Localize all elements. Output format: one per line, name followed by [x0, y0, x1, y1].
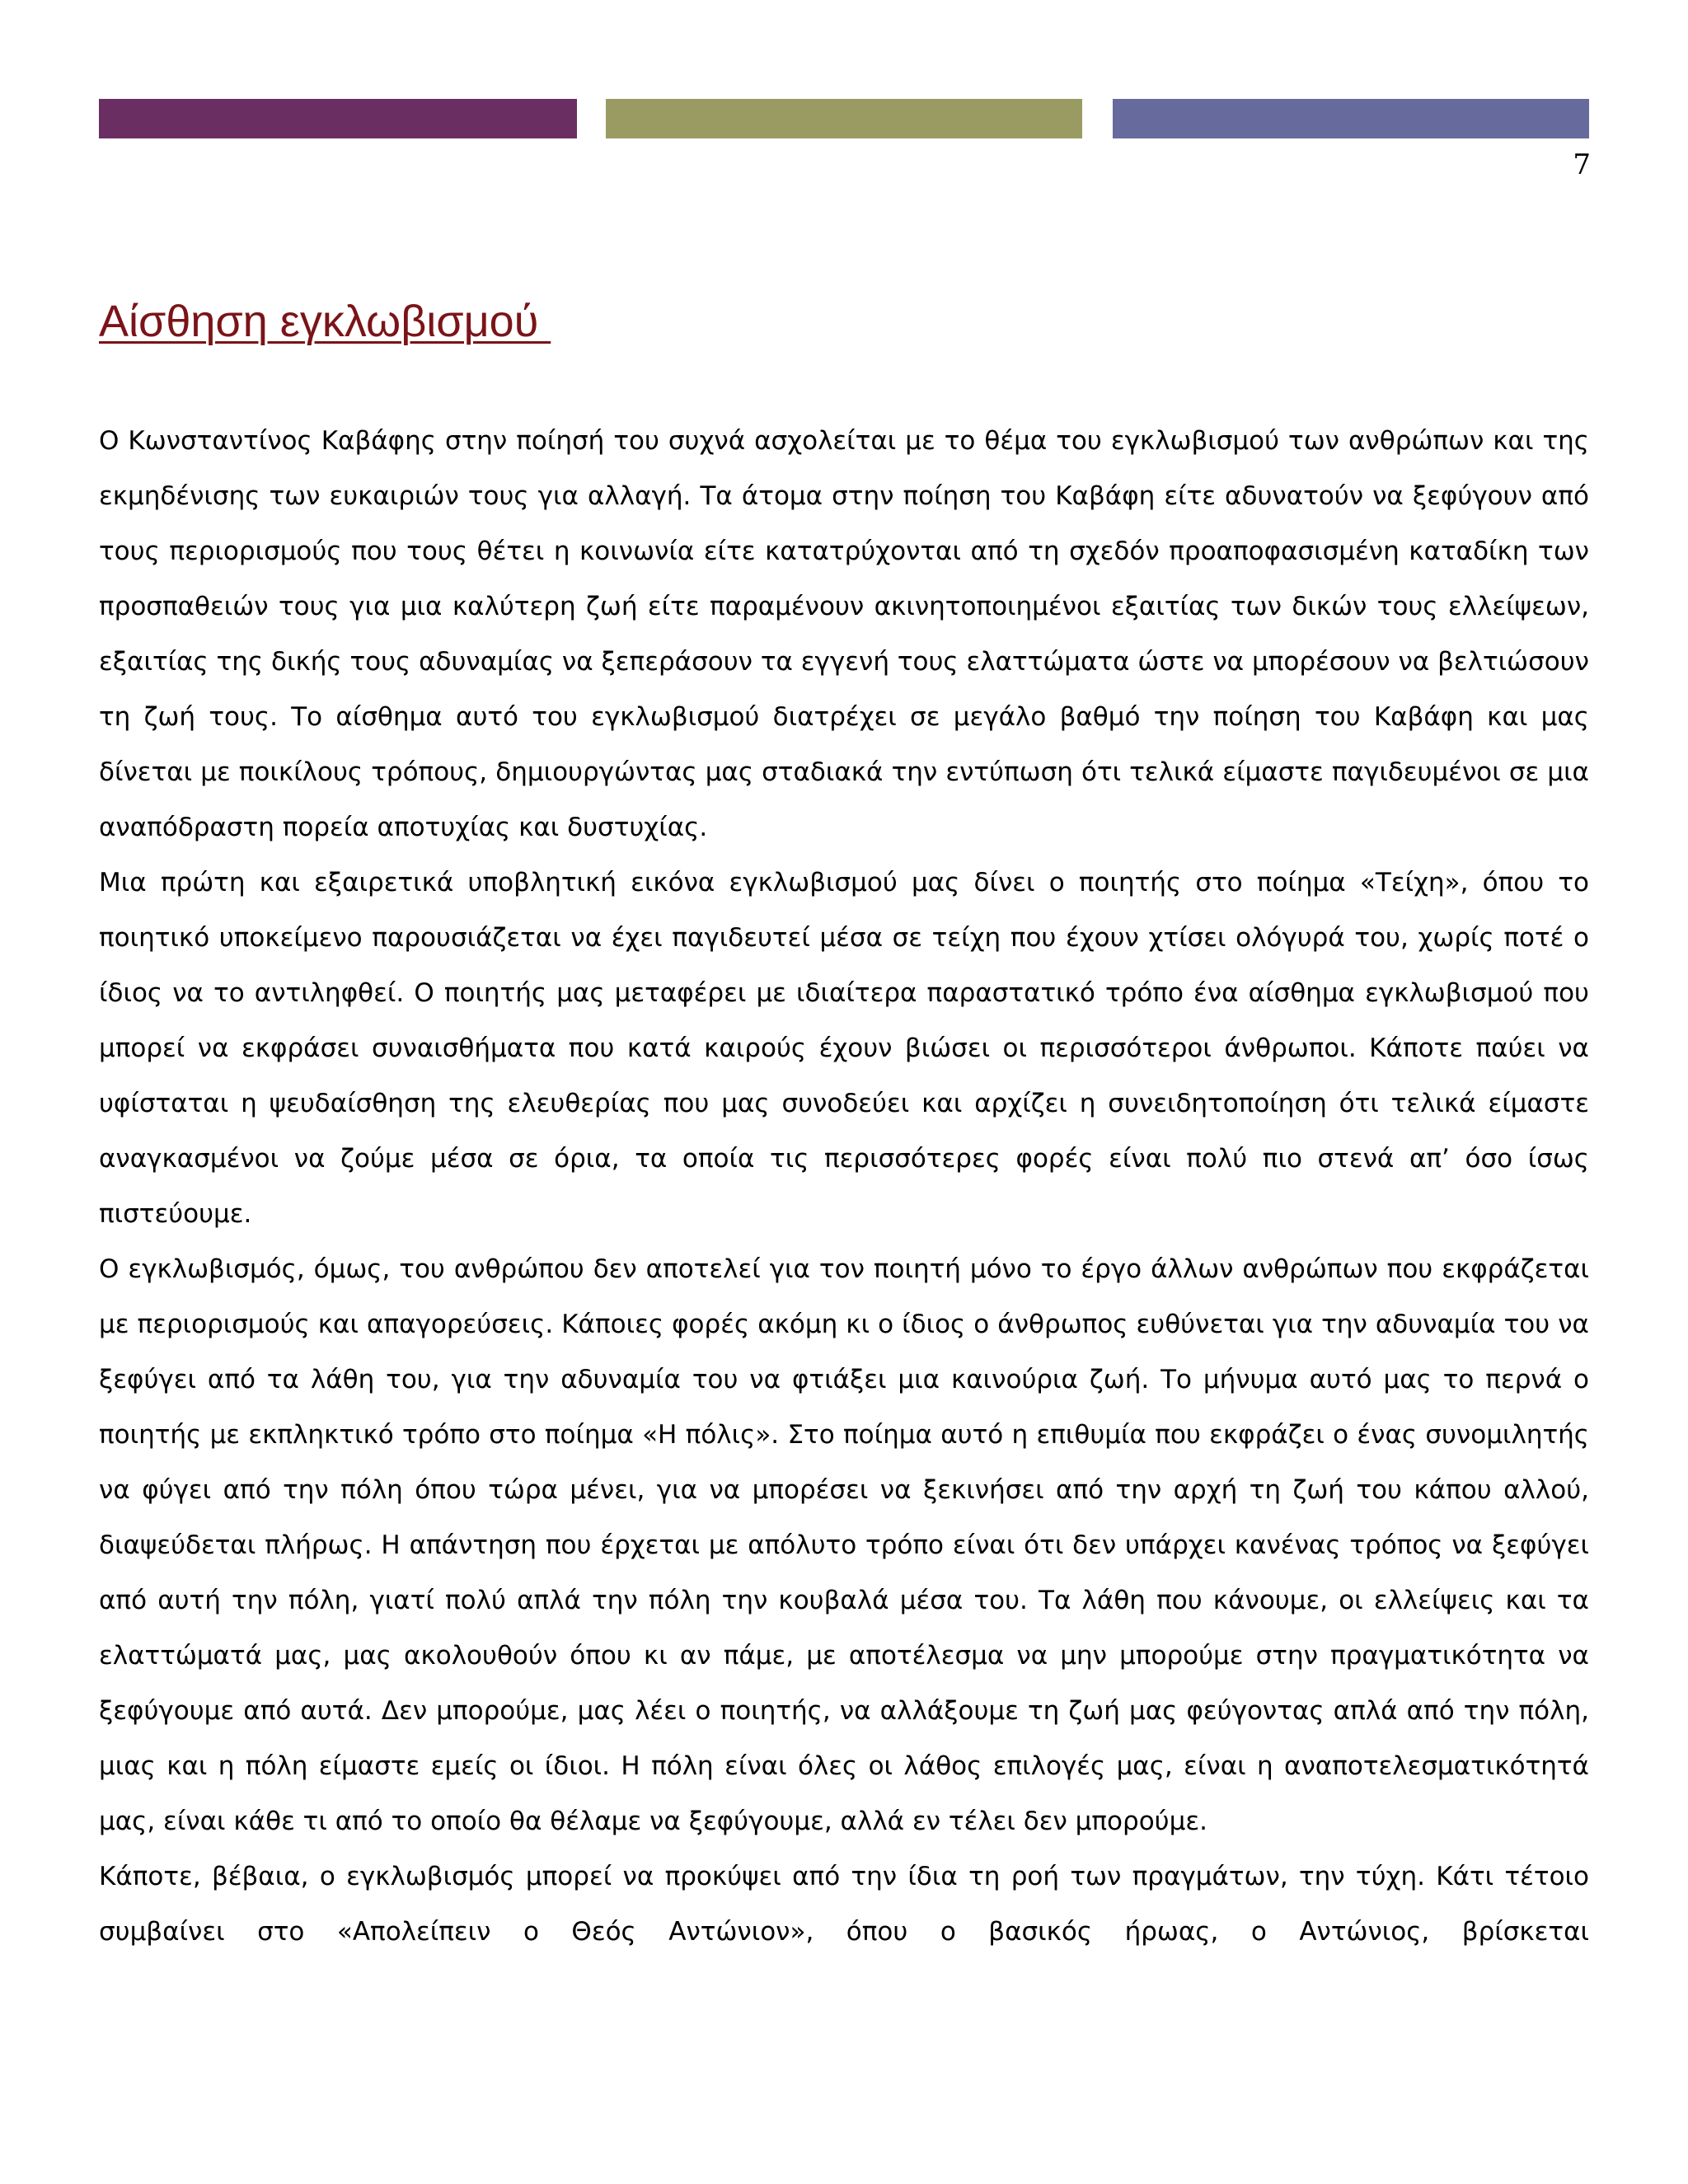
header-bar-blue [1113, 99, 1589, 138]
paragraph-4: Κάποτε, βέβαια, ο εγκλωβισμός μπορεί να προκύψει από την ίδια τη ροή των πραγμάτων, την τύχη. Κάτι τέτοιο συμβαίνει στο «Απολείπειν ο Θεός Αντώνιον», όπου ο βασικός ήρωας, ο Αντώνιος, βρίσκεται [99, 1862, 1589, 1947]
page-title: Αίσθηση εγκλωβισμού [99, 297, 551, 346]
body-text [99, 414, 1589, 1960]
header-decoration [99, 99, 1589, 138]
header-bar-purple [99, 99, 577, 138]
page-number: 7 [1573, 148, 1591, 181]
header-bar-olive [606, 99, 1082, 138]
paragraph-3: Ο εγκλωβισμός, όμως, του ανθρώπου δεν αποτελεί για τον ποιητή μόνο το έργο άλλων ανθρώπων που εκφράζεται με περιορισμούς και απαγορεύσεις. Κάποιες φορές ακόμη κι ο ίδιος ο άνθρωπος ευθύνεται για την αδυναμία του να ξεφύγει από τα λάθη του, για την αδυναμία του να φτιάξει μια καινούρια ζωή. Το μήνυμα αυτό μας το περνά ο ποιητής με εκπληκτικό τρόπο στο ποίημα «Η πόλις». Στο ποίημα αυτό η επιθυμία που εκφράζει ο ένας συνομιλητής να φύγει από την πόλη όπου τώρα μένει, για να μπορέσει να ξεκινήσει από την αρχή τη ζωή του κάπου αλλού, διαψεύδεται πλήρως. Η απάντηση που έρχεται με απόλυτο τρόπο είναι ότι δεν υπάρχει κανένας τρόπος να ξεφύγει από αυτή την πόλη, γιατί πολύ απλά την πόλη την κουβαλά μέσα του. Τα λάθη που κάνουμε, οι ελλείψεις και τα ελαττώματά μας, μας ακολουθούν όπου κι αν πάμε, με αποτέλεσμα να μην μπορούμε στην πραγματικότητα να ξεφύγουμε από αυτά. Δεν μπορούμε, μας λέει ο ποιητής, να αλλάξουμε τη ζωή μας φεύγοντας απλά από την πόλη, μιας και η πόλη είμαστε εμείς οι ίδιοι. Η πόλη είναι όλες οι λάθος επιλογές μας, είναι η αναποτελεσματικότητά μας, είναι κάθε τι από το οποίο θα θέλαμε να ξεφύγουμε, αλλά εν τέλει δεν μπορούμε. [99, 1254, 1589, 1836]
paragraph-2: Μια πρώτη και εξαιρετικά υποβλητική εικόνα εγκλωβισμού μας δίνει ο ποιητής στο ποίημα «Τείχη», όπου το ποιητικό υποκείμενο παρουσιάζεται να έχει παγιδευτεί μέσα σε τείχη που έχουν χτίσει ολόγυρά του, χωρίς ποτέ ο ίδιος να το αντιληφθεί. Ο ποιητής μας μεταφέρει με ιδιαίτερα παραστατικό τρόπο ένα αίσθημα εγκλωβισμού που μπορεί να εκφράσει συναισθήματα που κατά καιρούς έχουν βιώσει οι περισσότεροι άνθρωποι. Κάποτε παύει να υφίσταται η ψευδαίσθηση της ελευθερίας που μας συνοδεύει και αρχίζει η συνειδητοποίηση ότι τελικά είμαστε αναγκασμένοι να ζούμε μέσα σε όρια, τα οποία τις περισσότερες φορές είναι πολύ πιο στενά απ’ όσο ίσως πιστεύουμε. [99, 868, 1589, 1229]
paragraph-1: Ο Κωνσταντίνος Καβάφης στην ποίησή του συχνά ασχολείται με το θέμα του εγκλωβισμού των ανθρώπων και της εκμηδένισης των ευκαιριών τους για αλλαγή. Τα άτομα στην ποίηση του Καβάφη είτε αδυνατούν να ξεφύγουν από τους περιορισμούς που τους θέτει η κοινωνία είτε κατατρύχονται από τη σχεδόν προαποφασισμένη καταδίκη των προσπαθειών τους για μια καλύτερη ζωή είτε παραμένουν ακινητοποιημένοι εξαιτίας των δικών τους ελλείψεων, εξαιτίας της δικής τους αδυναμίας να ξεπεράσουν τα εγγενή τους ελαττώματα ώστε να μπορέσουν να βελτιώσουν τη ζωή τους. Το αίσθημα αυτό του εγκλωβισμού διατρέχει σε μεγάλο βαθμό την ποίηση του Καβάφη και μας δίνεται με ποικίλους τρόπους, δημιουργώντας μας σταδιακά την εντύπωση ότι τελικά είμαστε παγιδευμένοι σε μια αναπόδραστη πορεία αποτυχίας και δυστυχίας. [99, 426, 1589, 842]
